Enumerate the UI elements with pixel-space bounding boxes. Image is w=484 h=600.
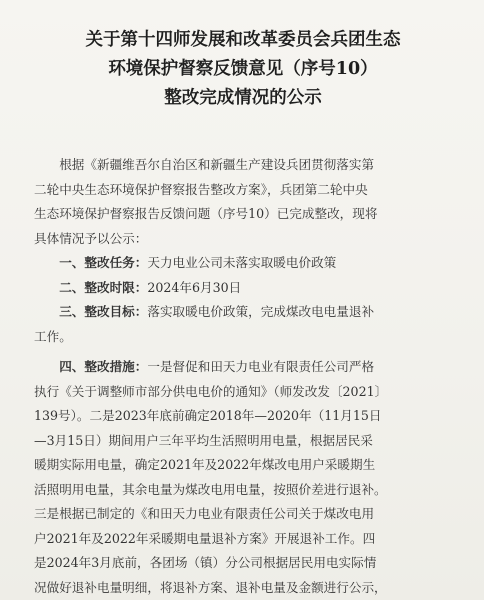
measures-line-2: 执行《关于调整师市部分供电电价的通知》（师发改发〔2021〕 (34, 383, 388, 399)
measures-line-7: 三是根据已制定的《和田天力电业有限责任公司关于煤改电用 (34, 506, 375, 521)
goal-value-1: 落实取暖电价政策，完成煤改电电量退补 (147, 304, 375, 319)
title-line-3: 整改完成情况的公示 (164, 88, 322, 108)
measures-value-1: 一是督促和田天力电业有限责任公司严格 (147, 359, 375, 374)
measures-line-4: —3月15日）期间用户三年平均生活照明用电量，根据居民采 (34, 432, 373, 448)
goal-label: 三、整改目标： (59, 304, 148, 319)
measures-line-9: 是2024年3月底前，各团场（镇）分公司根据居民用电实际情 (34, 555, 377, 570)
task-value: 天力电业公司未落实取暖电价政策 (147, 255, 337, 270)
measures-item (34, 355, 452, 600)
document-body (34, 153, 452, 600)
measures-line-3: 139号）。二是2023年底前确定2018年—2020年（11月15日 (34, 408, 382, 423)
goal-line-2: 工作。 (34, 328, 72, 344)
title-line-1: 关于第十四师发展和改革委员会兵团生态 (85, 30, 401, 50)
goal-item (34, 300, 452, 349)
measures-line-1 (34, 355, 452, 380)
goal-line-1 (34, 300, 452, 325)
task-label: 一、整改任务： (59, 255, 148, 270)
measures-line-5: 暖期实际用电量，确定2021年及2022年煤改电用户采暖期生 (34, 457, 376, 472)
title-line-2: 环境保护督察反馈意见（序号10） (108, 59, 378, 79)
intro-line-4: 具体情况予以公示： (34, 230, 148, 246)
measures-line-6: 活照明用电量，其余电量为煤改电用电量，按照价差进行退补。 (34, 481, 387, 497)
intro-line-1: 根据《新疆维吾尔自治区和新疆生产建设兵团贯彻落实第 (59, 157, 375, 172)
task-item (34, 251, 452, 276)
deadline-item (34, 276, 452, 301)
intro-line-3: 生态环境保护督察报告反馈问题（序号10）已完成整改，现将 (34, 206, 378, 221)
measures-line-10: 况做好退补电量明细，将退补方案、退补电量及金额进行公示， (34, 579, 387, 595)
document-title (34, 26, 452, 113)
deadline-label: 二、整改时限： (59, 279, 148, 295)
intro-line-2: 二轮中央生态环境保护督察报告整改方案》，兵团第二轮中央 (34, 181, 368, 197)
measures-line-8: 户2021年及2022年采暖期电量退补方案》开展退补工作。四 (34, 530, 376, 546)
intro-paragraph (34, 153, 452, 251)
deadline-value: 2024年6月30日 (147, 279, 242, 295)
measures-label: 四、整改措施： (59, 359, 148, 374)
